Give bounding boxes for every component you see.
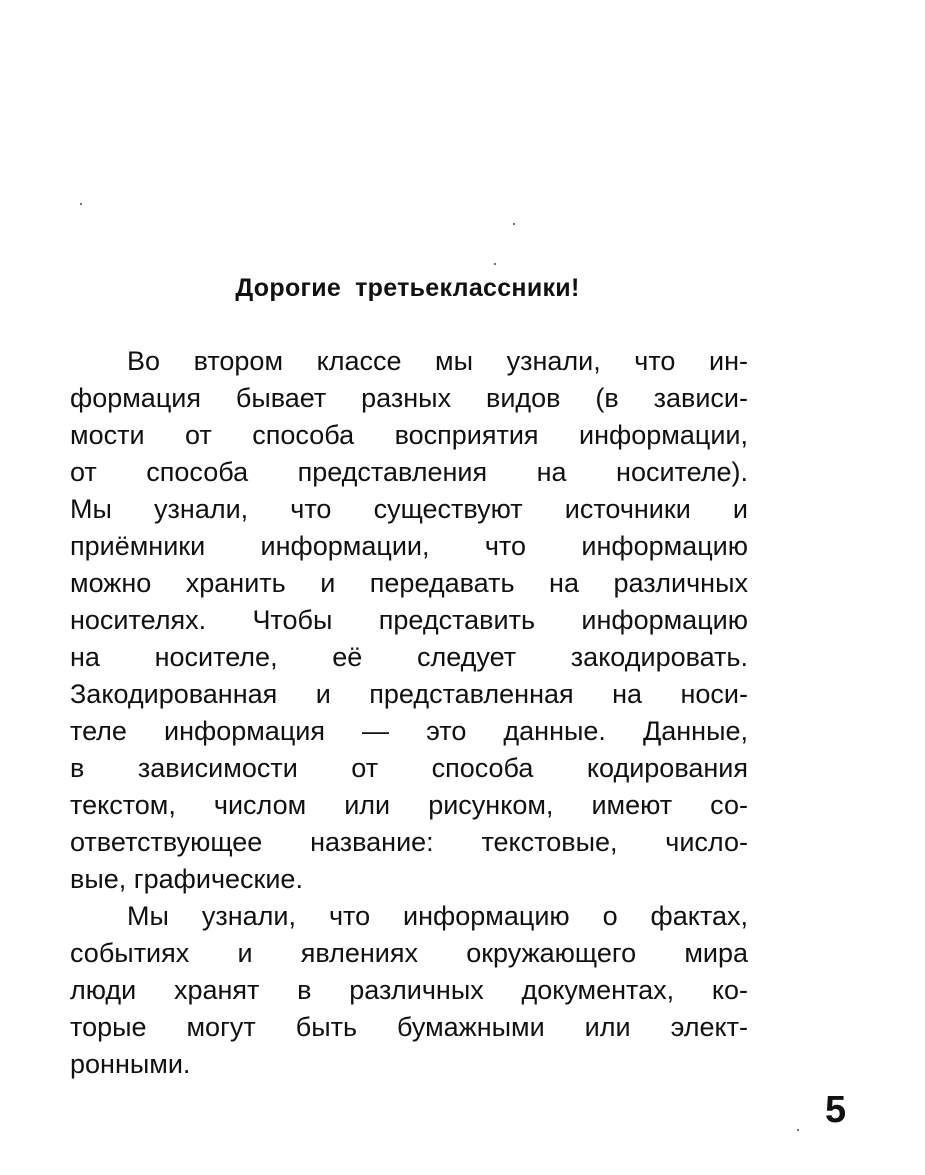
text-line: от способа представления на носителе). xyxy=(70,457,748,487)
text-line: приёмники информации, что информацию xyxy=(70,531,748,561)
heading-word-2: третьеклассники! xyxy=(355,274,580,302)
text-line: вые, графические. xyxy=(70,864,303,894)
text-line: теле информация — это данные. Данные, xyxy=(70,716,748,746)
text-line: на носителе, её следует закодировать. xyxy=(70,642,748,672)
text-line: текстом, числом или рисунком, имеют со- xyxy=(70,790,748,820)
print-speck xyxy=(494,263,496,265)
text-line: в зависимости от способа кодирования xyxy=(70,753,748,783)
text-line: формация бывает разных видов (в зависи- xyxy=(70,383,748,413)
text-line: Закодированная и представленная на носи- xyxy=(70,679,748,709)
text-line: Мы узнали, что существуют источники и xyxy=(70,494,748,524)
body-text xyxy=(70,343,748,1083)
heading-word-1: Дорогие xyxy=(235,274,342,302)
text-line: Во втором классе мы узнали, что ин- xyxy=(127,346,748,376)
text-line: Мы узнали, что информацию о фактах, xyxy=(127,901,748,931)
text-line: торые могут быть бумажными или элект- xyxy=(70,1012,748,1042)
text-line: носителях. Чтобы представить информацию xyxy=(70,605,748,635)
text-line: люди хранят в различных документах, ко- xyxy=(70,975,748,1005)
print-speck xyxy=(513,223,515,225)
text-line: можно хранить и передавать на различных xyxy=(70,568,748,598)
paragraph-1 xyxy=(70,343,748,898)
text-line: мости от способа восприятия информации, xyxy=(70,420,748,450)
page-heading xyxy=(0,270,815,306)
paragraph-2 xyxy=(70,898,748,1083)
print-speck xyxy=(797,1129,799,1131)
text-line: ответствующее название: текстовые, число- xyxy=(70,827,748,857)
text-line: событиях и явлениях окружающего мира xyxy=(70,938,748,968)
text-line: ронными. xyxy=(70,1049,191,1079)
print-speck xyxy=(80,203,82,205)
page-number: 5 xyxy=(825,1089,847,1131)
